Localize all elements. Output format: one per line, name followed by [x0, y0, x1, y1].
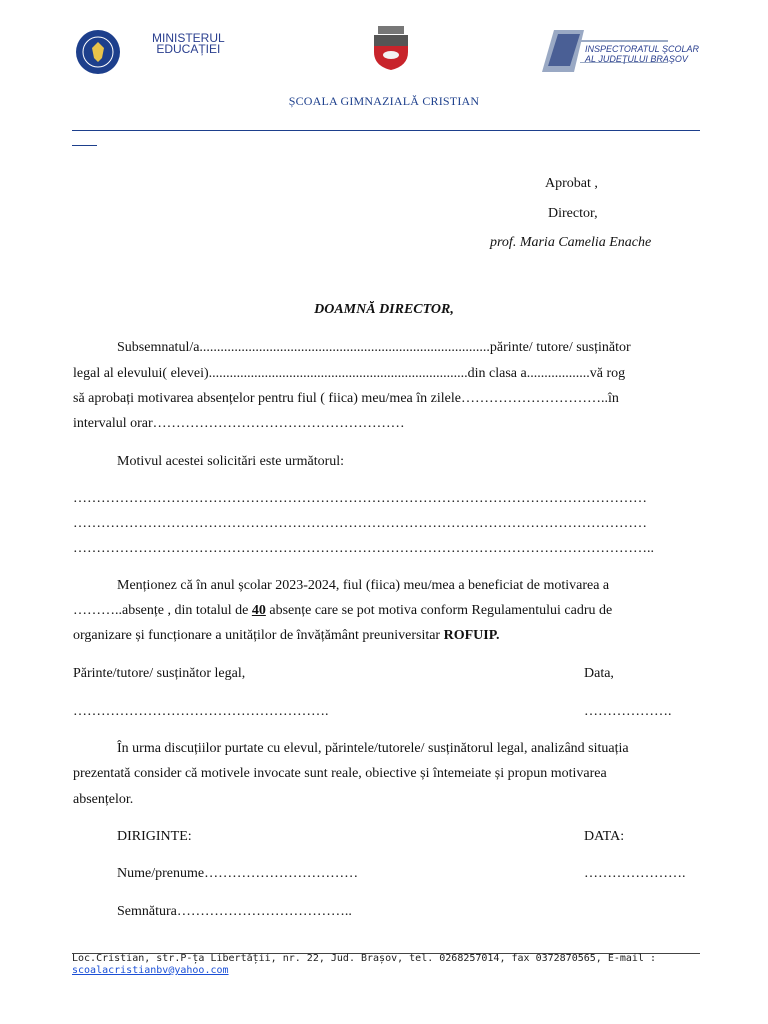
- director-label: Director,: [548, 206, 598, 221]
- teacher-name-field: Nume/prenume……………………………: [117, 866, 359, 881]
- approved-label: Aprobat ,: [545, 176, 598, 191]
- email-link[interactable]: scoalacristianbv@yahoo.com: [72, 965, 229, 976]
- footer-address: Loc.Cristian, str.P-ța Libertății, nr. 22, Jud. Brașov, tel. 0268257014, fax 0372870565, E-mail : scoalacristianbv@yahoo.com: [72, 953, 656, 976]
- absences-line-1: Menționez că în anul școlar 2023-2024, fiul (fiica) meu/mea a beneficiat de motivarea a: [117, 578, 610, 593]
- teacher-note-line-2: prezentată consider că motivele invocate sunt reale, obiective și întemeiate și propun motivarea: [73, 766, 607, 781]
- header-divider: [72, 130, 700, 131]
- reason-line: ……………………………………………………………………………………………………………: [73, 516, 647, 531]
- parent-label: Părinte/tutore/ susținător legal,: [73, 666, 246, 681]
- teacher-note-line-1: În urma discuțiilor purtate cu elevul, părintele/tutorele/ susținătorul legal, analizând situația: [117, 741, 629, 756]
- parent-date-field: ……………….: [584, 704, 672, 719]
- reason-line: ……………………………………………………………………………………………………………: [73, 491, 647, 506]
- header-divider-tail: [72, 145, 97, 146]
- inspectorate-name: INSPECTORATUL ŞCOLAR AL JUDEŢULUI BRAŞOV: [585, 44, 700, 64]
- request-line-4: intervalul orar………………………………………………: [73, 416, 405, 431]
- teacher-date-label: DATA:: [584, 829, 625, 844]
- absence-limit: 40: [251, 603, 266, 618]
- rofuip-label: ROFUIP.: [443, 628, 500, 643]
- reason-line: ……………………………………………………………………………………………………………..: [73, 541, 654, 556]
- school-name: ȘCOALA GIMNAZIALĂ CRISTIAN: [288, 94, 480, 108]
- ministry-name: MINISTERUL EDUCAȚIEI: [152, 31, 225, 56]
- director-name: prof. Maria Camelia Enache: [490, 235, 652, 250]
- document-title: DOAMNĂ DIRECTOR,: [314, 302, 454, 317]
- request-line-2: legal al elevului( elevei)..........................................................................din clasa a..................vă rog: [73, 366, 626, 381]
- class-teacher-label: DIRIGINTE:: [117, 829, 192, 844]
- parent-signature-field: ……………………………………………….: [73, 704, 329, 719]
- absences-line-2: ………..absențe , din totalul de 40 absențe care se pot motiva conform Regulamentului cadru de: [73, 603, 613, 618]
- absences-line-3: organizare și funcționare a unităților de învățământ preuniversitar ROFUIP.: [73, 628, 500, 643]
- teacher-date-field: ………………….: [584, 866, 686, 881]
- government-seal-icon: [72, 28, 124, 76]
- request-line-1: Subsemnatul/a...................................................................................părinte/ tutore/ susținător: [117, 340, 631, 355]
- date-label: Data,: [584, 666, 614, 681]
- teacher-signature-field: Semnătura………………………………..: [117, 904, 352, 919]
- reason-label: Motivul acestei solicitări este următorul:: [117, 454, 345, 469]
- town-crest-icon: [372, 26, 410, 70]
- request-line-3: să aprobați motivarea absențelor pentru fiul ( fiica) meu/mea în zilele…………………………..în: [73, 391, 619, 406]
- teacher-note-line-3: absențelor.: [73, 792, 134, 807]
